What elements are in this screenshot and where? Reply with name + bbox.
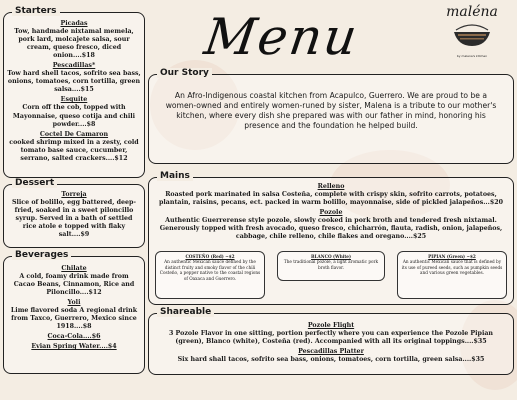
menu-item: Pozole Flight 3 Pozole Flavor in one sitting, portion perfectly where you can experience the Pozole Pipian (green), Blanco (white), Costeña (red). Accompanied with all its original toppings....$35 bbox=[168, 322, 494, 346]
pozole-type-pipian: PIPIAN (Green) ~$2 An authentic Mexican sauce that is defined by its use of pureed seeds, such as pumpkin seeds and various green vegetables. bbox=[397, 251, 507, 299]
menu-item: Torreja Slice of bolillo, egg battered, deep-fried, soaked in a sweet piloncillo syrup. Served in a bath of settled rice atole e topped with flaky salt....$9 bbox=[11, 191, 137, 239]
menu-item: Chilate A cold, foamy drink made from Cacao Beans, Cinnamon, Rice and Piloncillo....$12 bbox=[13, 265, 135, 297]
menu-item: Pozole Authentic Guerrerense style pozole, slowly cooked in pork broth and tendered fresh nixtamal. Generously topped with fresh avocado, queso fresco, chicharrón, flauta, radish, onion, jalapeños, cabbage, chile relleno, chile flakes and oregano....$25 bbox=[159, 209, 503, 241]
menu-item: Coca-Cola....$6 bbox=[47, 333, 101, 341]
page-title: Menu bbox=[200, 8, 363, 66]
story-text: An Afro-Indigenous coastal kitchen from Acapulco, Guerrero. We are proud to be a women-owned and entirely women-runed by sister, Malena is a tribute to our mother's kitchen, where every dish she prepared was with our father in mind, honoring his presence and the foundation he helped build. bbox=[165, 91, 497, 130]
menu-item: Picadas Tow, handmade nixtamal memela, pork lard, molcajete salsa, sour cream, queso fresco, diced onion....$18 bbox=[14, 20, 134, 60]
menu-item: Esquite Corn off the cob, topped with Mayonnaise, queso cotija and chili powder....$8 bbox=[12, 96, 136, 128]
logo-subtitle: by malena's kitchen bbox=[456, 54, 488, 58]
beverages-title: Beverages bbox=[12, 250, 71, 260]
pozole-type-blanco: BLANCO (White) The traditional pozole, a light aromatic pork broth flavor. bbox=[277, 251, 385, 281]
menu-item: Evian Spring Water....$4 bbox=[31, 343, 117, 351]
starters-title: Starters bbox=[12, 6, 60, 16]
menu-item: Coctel De Camaron cooked shrimp mixed in a zesty, cold tomato base sauce, cucumber, serrano, salted crackers....$12 bbox=[9, 130, 139, 162]
menu-item: Yoli Lime flavored soda A regional drink from Taxco, Guerrero, Mexico since 1918....$8 bbox=[10, 299, 138, 331]
menu-item: Pescadillas* Tow hard shell tacos, sofrito sea bass, onions, tomatoes, corn tortilla, green salsa....$15 bbox=[7, 62, 141, 94]
bowl-icon bbox=[452, 20, 492, 48]
pozole-type-costeno: COSTEÑO (Red) ~$2 An authentic Mexican sauce defined by the distinct fruity and smoky flavor of the chili Costeño, a pepper native to the coastal regions of Oaxaca and Guerrero. bbox=[155, 251, 265, 299]
mains-title: Mains bbox=[157, 171, 193, 181]
beverages-section bbox=[3, 250, 145, 374]
mains-section bbox=[148, 171, 514, 305]
logo-name: maléna bbox=[446, 4, 498, 20]
menu-item: Pescadillas Platter Six hard shall tacos, sofrito sea bass, onions, tomatoes, corn tortilla, green salsa....$35 bbox=[177, 348, 485, 364]
menu-item: Relleno Roasted pork marinated in salsa Costeña, complete with crispy skin, sofrito carrots, potatoes, plantain, raisins, pecans, ect. packed in warm bolillo, mayonnaise, side of pickled jalapeños...$20 bbox=[159, 183, 503, 207]
shareable-title: Shareable bbox=[157, 307, 214, 317]
story-title: Our Story bbox=[157, 68, 212, 78]
shareable-section bbox=[148, 307, 514, 375]
starters-section bbox=[3, 6, 145, 178]
dessert-section bbox=[3, 178, 145, 248]
story-section bbox=[148, 68, 514, 164]
dessert-title: Dessert bbox=[12, 178, 57, 188]
logo bbox=[432, 4, 512, 66]
